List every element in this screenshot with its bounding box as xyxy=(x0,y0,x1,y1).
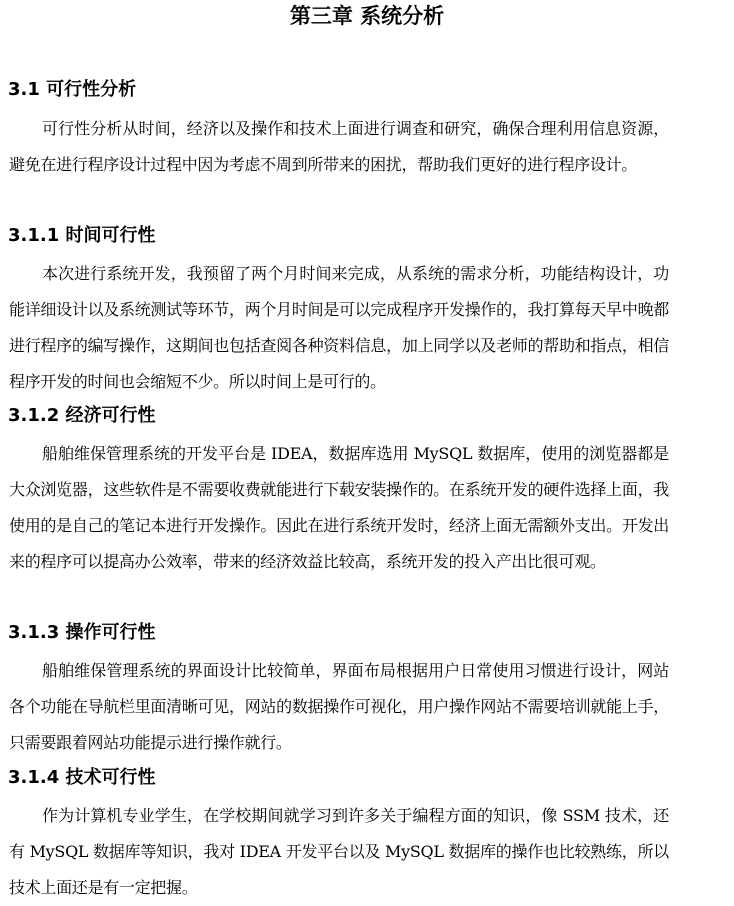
section-heading-3-1-3: 3.1.3 操作可行性 xyxy=(8,622,156,643)
section-heading-3-1-4: 3.1.4 技术可行性 xyxy=(8,767,156,788)
section-heading-3-1-2: 3.1.2 经济可行性 xyxy=(8,405,156,426)
section-heading-3-1-1: 3.1.1 时间可行性 xyxy=(8,225,156,246)
section-heading-3-1: 3.1 可行性分析 xyxy=(8,79,137,100)
section-body-3-1-1: 本次进行系统开发，我预留了两个月时间来完成，从系统的需求分析，功能结构设计，功能详细设计以及系统测试等环节，两个月时间是可以完成程序开发操作的，我打算每天早中晚都进行程序的编写操作，这期间也包括查阅各种资料信息，加上同学以及老师的帮助和指点，相信程序开发的时间也会缩短不少。所以时间上是可行的。 xyxy=(9,264,669,391)
section-body-3-1: 可行性分析从时间，经济以及操作和技术上面进行调查和研究，确保合理利用信息资源，避免在进行程序设计过程中因为考虑不周到所带来的困扰，帮助我们更好的进行程序设计。 xyxy=(9,119,669,174)
section-body-3-1-4: 作为计算机专业学生，在学校期间就学习到许多关于编程方面的知识，像 SSM 技术，还有 MySQL 数据库等知识，我对 IDEA 开发平台以及 MySQL 数据库的操作也比较熟练，所以技术上面还是有一定把握。 xyxy=(9,806,669,897)
section-body-3-1-3: 船舶维保管理系统的界面设计比较简单，界面布局根据用户日常使用习惯进行设计，网站各个功能在导航栏里面清晰可见，网站的数据操作可视化，用户操作网站不需要培训就能上手，只需要跟着网站功能提示进行操作就行。 xyxy=(9,661,669,752)
section-body-3-1-2: 船舶维保管理系统的开发平台是 IDEA，数据库选用 MySQL 数据库，使用的浏览器都是大众浏览器，这些软件是不需要收费就能进行下载安装操作的。在系统开发的硬件选择上面，我使用的是自己的笔记本进行开发操作。因此在进行系统开发时，经济上面无需额外支出。开发出来的程序可以提高办公效率，带来的经济效益比较高，系统开发的投入产出比很可观。 xyxy=(9,444,669,571)
chapter-title: 第三章 系统分析 xyxy=(289,4,445,28)
